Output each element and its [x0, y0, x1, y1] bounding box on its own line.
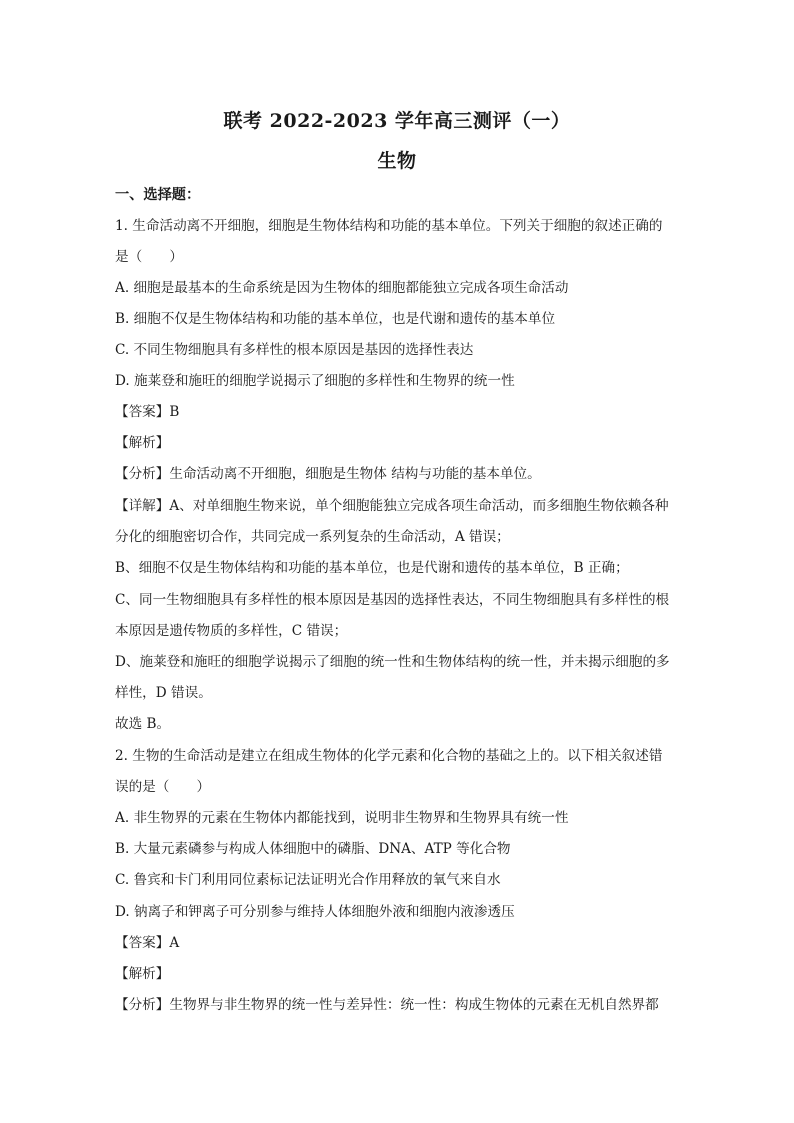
- q2-option-c: C. 鲁宾和卡门利用同位素标记法证明光合作用释放的氧气来自水: [115, 872, 501, 888]
- subject-title: 生物: [377, 150, 417, 172]
- q2-option-b: B. 大量元素磷参与构成人体细胞中的磷脂、DNA、ATP 等化合物: [115, 841, 511, 857]
- q1-analysis-label: 【解析】: [115, 435, 170, 451]
- q1-answer: 【答案】B: [115, 404, 180, 420]
- q1-detail-line-5: 本原因是遗传物质的多样性，C 错误；: [115, 623, 348, 639]
- q1-option-b: B. 细胞不仅是生物体结构和功能的基本单位，也是代谢和遗传的基本单位: [115, 311, 556, 327]
- section-heading: 一、选择题：: [115, 187, 201, 203]
- document-title: 联考 2022-2023 学年高三测评（一）: [223, 110, 571, 132]
- q1-detail-line-1: 【详解】A、对单细胞生物来说，单个细胞能独立完成各项生命活动，而多细胞生物依赖各种: [115, 498, 669, 514]
- q1-detail-line-2: 分化的细胞密切合作，共同完成一系列复杂的生命活动，A 错误；: [115, 529, 510, 545]
- q2-stem-line-2: 误的是（ ）: [115, 779, 211, 795]
- q2-analysis-label: 【解析】: [115, 966, 170, 982]
- q2-option-d: D. 钠离子和钾离子可分别参与维持人体细胞外液和细胞内液渗透压: [115, 904, 515, 920]
- q1-option-a: A. 细胞是最基本的生命系统是因为生物体的细胞都能独立完成各项生命活动: [115, 280, 569, 296]
- q1-stem-line-2: 是（ ）: [115, 249, 183, 265]
- q1-detail-line-3: B、细胞不仅是生物体结构和功能的基本单位，也是代谢和遗传的基本单位，B 正确；: [115, 560, 629, 576]
- q1-conclusion: 故选 B。: [115, 716, 171, 732]
- q2-stem-line-1: 2. 生物的生命活动是建立在组成生物体的化学元素和化合物的基础之上的。以下相关叙述错: [115, 748, 663, 764]
- q1-option-c: C. 不同生物细胞具有多样性的根本原因是基因的选择性表达: [115, 342, 474, 358]
- q1-detail-line-6: D、施莱登和施旺的细胞学说揭示了细胞的统一性和生物体结构的统一性，并未揭示细胞的多: [115, 654, 670, 670]
- q2-option-a: A. 非生物界的元素在生物体内都能找到，说明非生物界和生物界具有统一性: [115, 810, 569, 826]
- q1-stem-line-1: 1. 生命活动离不开细胞，细胞是生物体结构和功能的基本单位。下列关于细胞的叙述正确的: [115, 218, 663, 234]
- q1-option-d: D. 施莱登和施旺的细胞学说揭示了细胞的多样性和生物界的统一性: [115, 373, 515, 389]
- q1-detail-line-4: C、同一生物细胞具有多样性的根本原因是基因的选择性表达，不同生物细胞具有多样性的根: [115, 592, 670, 608]
- q1-detail-line-7: 样性，D 错误。: [115, 685, 212, 701]
- q1-fenxi: 【分析】生命活动离不开细胞，细胞是生物体 结构与功能的基本单位。: [115, 466, 541, 482]
- q2-answer: 【答案】A: [115, 935, 180, 951]
- q2-fenxi: 【分析】生物界与非生物界的统一性与差异性：统一性：构成生物体的元素在无机自然界都: [115, 997, 659, 1013]
